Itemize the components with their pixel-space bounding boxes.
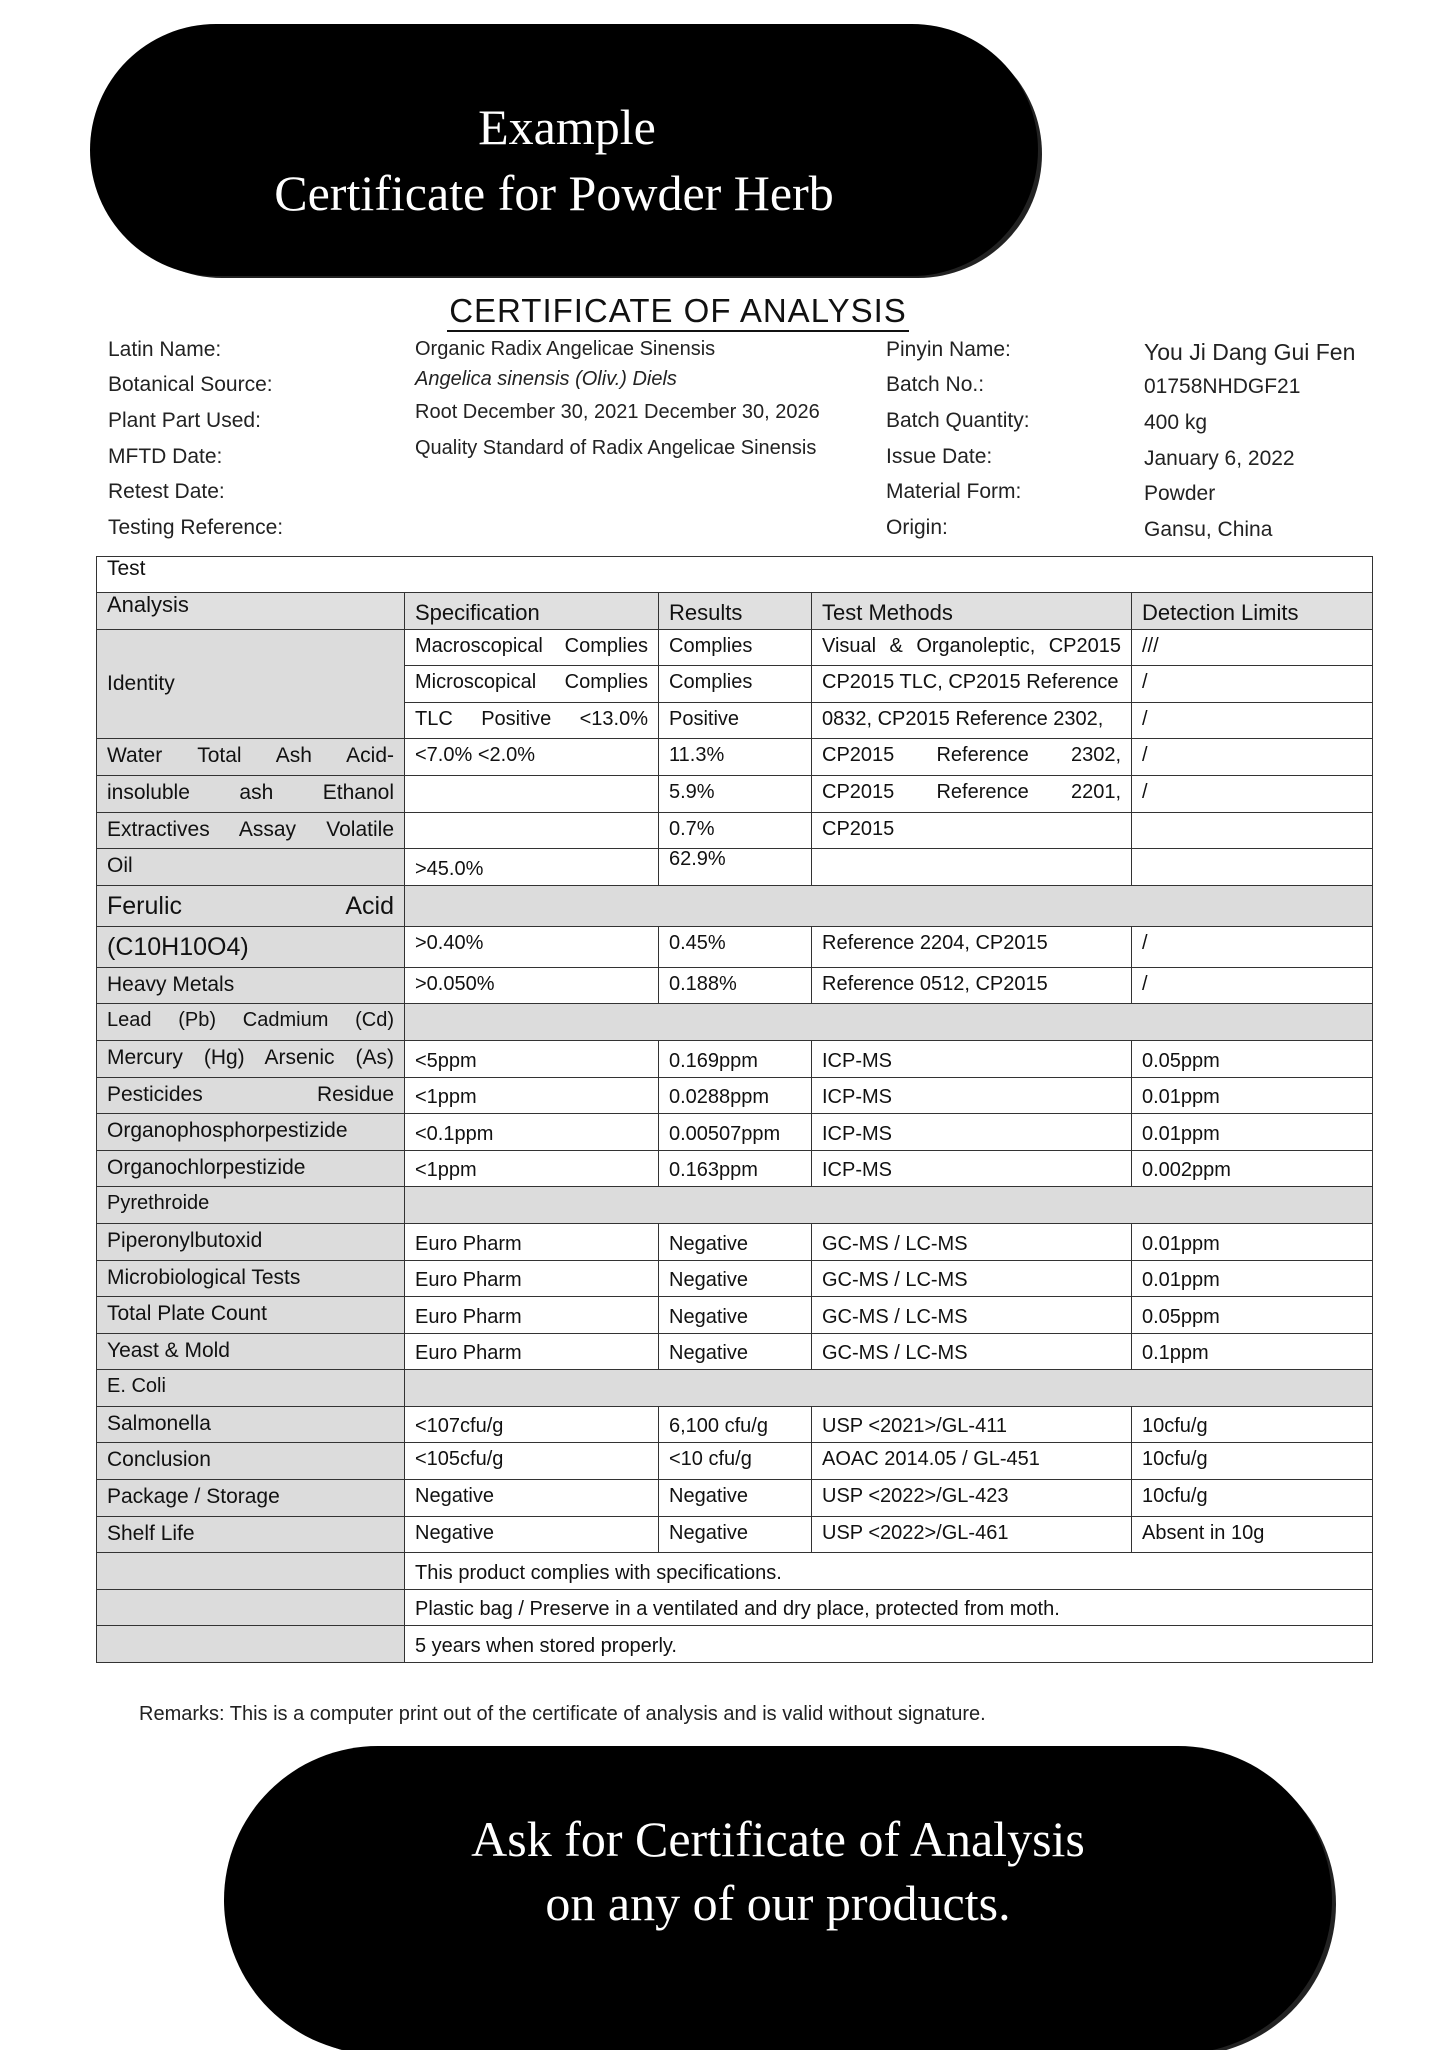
test-label: Test: [97, 557, 1373, 593]
table-row: [97, 885, 1373, 926]
table-row: [97, 557, 1373, 593]
spec-cell: >45.0%: [405, 849, 659, 886]
limit-cell: /: [1132, 666, 1373, 703]
testing-reference-label: Testing Reference:: [108, 516, 284, 539]
table-row: [97, 1626, 1373, 1663]
spec-cell: <5ppm: [405, 1040, 659, 1077]
spec-cell: <1ppm: [405, 1077, 659, 1114]
result-cell: Negative: [659, 1297, 812, 1334]
method-cell: Visual & Organoleptic, CP2015: [812, 629, 1132, 666]
result-cell: <10 cfu/g: [659, 1443, 812, 1480]
table-row: [97, 1187, 1373, 1224]
batch-quantity-label: Batch Quantity:: [886, 409, 1030, 432]
method-cell: ICP-MS: [812, 1077, 1132, 1114]
spec-cell: <0.1ppm: [405, 1114, 659, 1151]
spec-cell: Negative: [405, 1516, 659, 1553]
table-row: [97, 1040, 1373, 1077]
origin-value: Gansu, China: [1144, 518, 1273, 541]
plant-part-dates-value: Root December 30, 2021 December 30, 2026: [415, 401, 820, 423]
spec-cell: Microscopical Complies: [405, 666, 659, 703]
table-row: [97, 775, 1373, 812]
table-row: [97, 1077, 1373, 1114]
batch-no-value: 01758NHDGF21: [1144, 375, 1301, 398]
left-label: (C10H10O4): [97, 926, 405, 967]
table-row: [97, 1004, 1373, 1041]
table-row: [97, 1333, 1373, 1370]
method-cell: USP <2022>/GL-461: [812, 1516, 1132, 1553]
method-cell: ICP-MS: [812, 1040, 1132, 1077]
result-cell: 0.45%: [659, 926, 812, 967]
latin-name-label: Latin Name:: [108, 338, 222, 361]
method-cell: GC-MS / LC-MS: [812, 1223, 1132, 1260]
blank-cell: [405, 885, 1373, 926]
spec-cell: [405, 775, 659, 812]
spec-cell: <105cfu/g: [405, 1443, 659, 1480]
issue-date-value: January 6, 2022: [1144, 447, 1295, 470]
method-cell: Reference 0512, CP2015: [812, 967, 1132, 1004]
page-title: CERTIFICATE OF ANALYSIS: [0, 292, 1356, 330]
limit-cell: 10cfu/g: [1132, 1406, 1373, 1443]
table-row: [97, 739, 1373, 776]
material-form-value: Powder: [1144, 482, 1216, 505]
table-row: [97, 812, 1373, 849]
result-cell: Negative: [659, 1223, 812, 1260]
conclusion-value: This product complies with specifications.: [405, 1553, 1373, 1590]
retest-date-label: Retest Date:: [108, 480, 225, 503]
left-label: Extractives Assay Volatile: [97, 812, 405, 849]
limit-cell: [1132, 812, 1373, 849]
table-header-row: [97, 593, 1373, 630]
result-cell: 0.169ppm: [659, 1040, 812, 1077]
method-cell: USP <2021>/GL-411: [812, 1406, 1132, 1443]
table-row: [97, 1150, 1373, 1187]
limit-cell: 0.05ppm: [1132, 1040, 1373, 1077]
left-label: E. Coli: [97, 1370, 405, 1407]
blank-cell: [405, 1187, 1373, 1224]
left-label: Microbiological Tests: [97, 1260, 405, 1297]
limit-cell: /: [1132, 775, 1373, 812]
limit-cell: /: [1132, 739, 1373, 776]
origin-label: Origin:: [886, 516, 948, 539]
spec-cell: >0.40%: [405, 926, 659, 967]
spec-cell: Euro Pharm: [405, 1333, 659, 1370]
table-row: [97, 1516, 1373, 1553]
left-label: insoluble ash Ethanol: [97, 775, 405, 812]
table-row: [97, 1114, 1373, 1151]
left-blank: [97, 1553, 405, 1590]
left-label: Salmonella: [97, 1406, 405, 1443]
botanical-source-label: Botanical Source:: [108, 373, 273, 396]
method-cell: CP2015: [812, 812, 1132, 849]
header-test-methods: Test Methods: [812, 593, 1132, 630]
limit-cell: [1132, 849, 1373, 886]
limit-cell: 0.01ppm: [1132, 1114, 1373, 1151]
limit-cell: 0.002ppm: [1132, 1150, 1373, 1187]
left-label: Shelf Life: [97, 1516, 405, 1553]
method-cell: 0832, CP2015 Reference 2302,: [812, 702, 1132, 739]
left-label: Total Plate Count: [97, 1297, 405, 1334]
batch-no-label: Batch No.:: [886, 373, 985, 396]
table-row: [97, 926, 1373, 967]
result-cell: Negative: [659, 1260, 812, 1297]
limit-cell: ///: [1132, 629, 1373, 666]
header-detection-limits: Detection Limits: [1132, 593, 1373, 630]
method-cell: ICP-MS: [812, 1150, 1132, 1187]
table-row: [97, 1297, 1373, 1334]
blank-cell: [405, 1004, 1373, 1041]
limit-cell: 0.01ppm: [1132, 1260, 1373, 1297]
method-cell: CP2015 Reference 2302,: [812, 739, 1132, 776]
left-label: Heavy Metals: [97, 967, 405, 1004]
result-cell: 62.9%: [659, 849, 812, 886]
left-label: Pesticides Residue: [97, 1077, 405, 1114]
material-form-label: Material Form:: [886, 480, 1022, 503]
method-cell: ICP-MS: [812, 1114, 1132, 1151]
result-cell: 11.3%: [659, 739, 812, 776]
method-cell: CP2015 Reference 2201,: [812, 775, 1132, 812]
method-cell: CP2015 TLC, CP2015 Reference: [812, 666, 1132, 703]
method-cell: USP <2022>/GL-423: [812, 1480, 1132, 1517]
limit-cell: /: [1132, 702, 1373, 739]
header-results: Results: [659, 593, 812, 630]
result-cell: Complies: [659, 629, 812, 666]
spec-cell: <1ppm: [405, 1150, 659, 1187]
spec-cell: Euro Pharm: [405, 1297, 659, 1334]
table-row: [97, 849, 1373, 886]
limit-cell: 10cfu/g: [1132, 1443, 1373, 1480]
latin-name-value: Organic Radix Angelicae Sinensis: [415, 338, 716, 360]
spec-cell: Negative: [405, 1480, 659, 1517]
method-cell: GC-MS / LC-MS: [812, 1333, 1132, 1370]
issue-date-label: Issue Date:: [886, 445, 993, 468]
result-cell: 0.0288ppm: [659, 1077, 812, 1114]
limit-cell: 0.01ppm: [1132, 1223, 1373, 1260]
mftd-date-label: MFTD Date:: [108, 445, 223, 468]
result-cell: Positive: [659, 702, 812, 739]
table-row: [97, 629, 1373, 666]
left-label: Package / Storage: [97, 1480, 405, 1517]
botanical-source-value: Angelica sinensis (Oliv.) Diels: [415, 368, 677, 390]
table-row: [97, 1406, 1373, 1443]
left-label: Ferulic Acid: [97, 885, 405, 926]
spec-cell: Euro Pharm: [405, 1260, 659, 1297]
left-label: Organochlorpestizide: [97, 1150, 405, 1187]
left-blank: [97, 1589, 405, 1626]
limit-cell: /: [1132, 967, 1373, 1004]
table-row: [97, 1260, 1373, 1297]
banner-title-certificate: Certificate for Powder Herb: [274, 165, 834, 221]
table-row: [97, 1223, 1373, 1260]
limit-cell: 0.01ppm: [1132, 1077, 1373, 1114]
result-cell: Negative: [659, 1516, 812, 1553]
spec-cell: Macroscopical Complies: [405, 629, 659, 666]
remarks: Remarks: This is a computer print out of the certificate of analysis and is valid without signature.: [139, 1703, 986, 1725]
result-cell: 0.00507ppm: [659, 1114, 812, 1151]
table-row: [97, 1370, 1373, 1407]
pinyin-name-value: You Ji Dang Gui Fen: [1144, 339, 1356, 365]
left-label: Oil: [97, 849, 405, 886]
table-row: [97, 1553, 1373, 1590]
analysis-label: Analysis: [97, 593, 405, 630]
package-value: Plastic bag / Preserve in a ventilated and dry place, protected from moth.: [405, 1589, 1373, 1626]
table-row: [97, 1480, 1373, 1517]
left-label: Water Total Ash Acid-: [97, 739, 405, 776]
limit-cell: 10cfu/g: [1132, 1480, 1373, 1517]
method-cell: GC-MS / LC-MS: [812, 1260, 1132, 1297]
result-cell: 0.163ppm: [659, 1150, 812, 1187]
left-blank: [97, 1626, 405, 1663]
table-row: [97, 967, 1373, 1004]
identity-label: Identity: [97, 629, 405, 739]
top-banner: [94, 28, 1034, 272]
result-cell: 0.188%: [659, 967, 812, 1004]
table-row: [97, 1443, 1373, 1480]
limit-cell: /: [1132, 926, 1373, 967]
result-cell: 5.9%: [659, 775, 812, 812]
header-specification: Specification: [405, 593, 659, 630]
limit-cell: Absent in 10g: [1132, 1516, 1373, 1553]
result-cell: 6,100 cfu/g: [659, 1406, 812, 1443]
left-label: Pyrethroide: [97, 1187, 405, 1224]
left-label: Mercury (Hg) Arsenic (As): [97, 1040, 405, 1077]
result-cell: Negative: [659, 1480, 812, 1517]
analysis-table: [96, 556, 1373, 1663]
table-row: [97, 1589, 1373, 1626]
pinyin-name-label: Pinyin Name:: [886, 338, 1011, 361]
left-label: Organophosphorpestizide: [97, 1114, 405, 1151]
spec-cell: [405, 812, 659, 849]
shelf-life-value: 5 years when stored properly.: [405, 1626, 1373, 1663]
method-cell: AOAC 2014.05 / GL-451: [812, 1443, 1132, 1480]
blank-cell: [405, 1370, 1373, 1407]
result-cell: Negative: [659, 1333, 812, 1370]
batch-quantity-value: 400 kg: [1144, 411, 1208, 434]
limit-cell: 0.1ppm: [1132, 1333, 1373, 1370]
left-label: Lead (Pb) Cadmium (Cd): [97, 1004, 405, 1041]
result-cell: Complies: [659, 666, 812, 703]
spec-cell: >0.050%: [405, 967, 659, 1004]
banner-cta-line2: on any of our products.: [545, 1875, 1011, 1931]
method-cell: [812, 849, 1132, 886]
left-label: Piperonylbutoxid: [97, 1223, 405, 1260]
left-label: Yeast & Mold: [97, 1333, 405, 1370]
plant-part-label: Plant Part Used:: [108, 409, 261, 432]
spec-cell: <107cfu/g: [405, 1406, 659, 1443]
spec-cell: <7.0% <2.0%: [405, 739, 659, 776]
banner-cta-line1: Ask for Certificate of Analysis: [471, 1811, 1085, 1867]
method-cell: Reference 2204, CP2015: [812, 926, 1132, 967]
bottom-banner: [228, 1750, 1328, 2050]
result-cell: 0.7%: [659, 812, 812, 849]
left-label: Conclusion: [97, 1443, 405, 1480]
spec-cell: TLC Positive <13.0%: [405, 702, 659, 739]
method-cell: GC-MS / LC-MS: [812, 1297, 1132, 1334]
banner-title-example: Example: [478, 99, 656, 155]
quality-standard-value: Quality Standard of Radix Angelicae Sinensis: [415, 437, 817, 459]
limit-cell: 0.05ppm: [1132, 1297, 1373, 1334]
spec-cell: Euro Pharm: [405, 1223, 659, 1260]
